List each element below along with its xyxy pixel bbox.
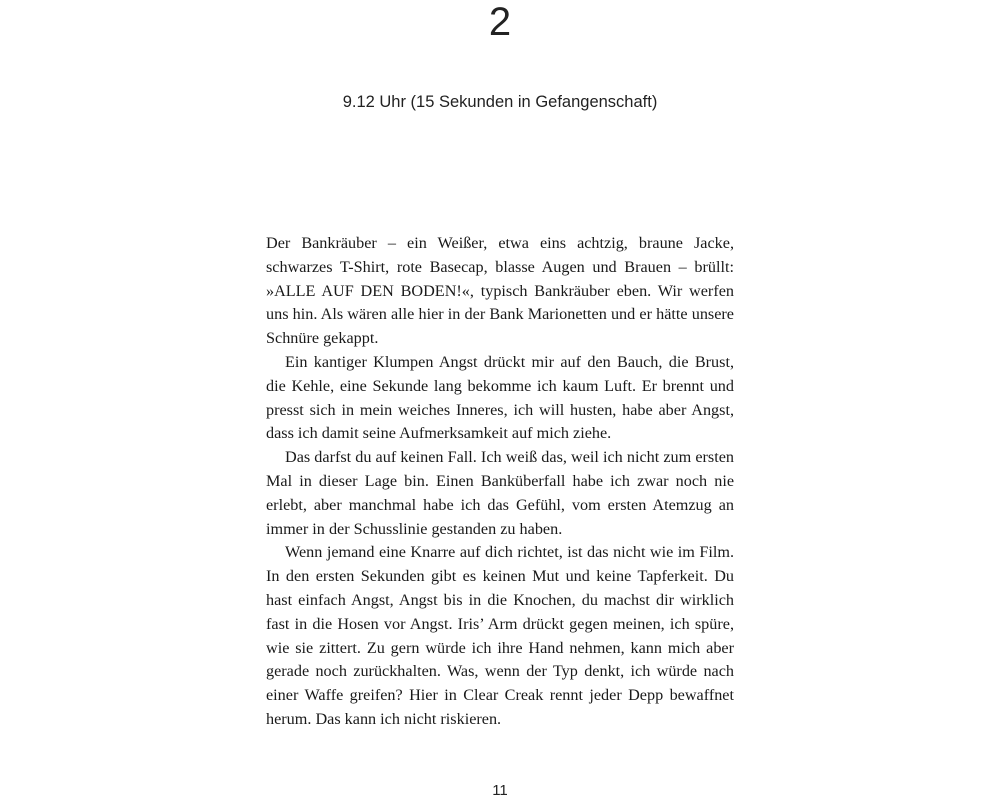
chapter-subtitle: 9.12 Uhr (15 Sekunden in Gefangenschaft) [342, 93, 658, 111]
page-number: 11 [492, 782, 508, 799]
body-text [266, 232, 734, 732]
paragraph-2: Ein kantiger Klumpen Angst drückt mir auf den Bauch, die Brust, die Kehle, eine Sekunde lang bekomme ich kaum Luft. Er brennt und presst sich in mein weiches Inneres, ich will husten, habe aber Angst, dass ich damit seine Aufmerksamkeit auf mich ziehe. [266, 352, 734, 443]
paragraph-4: Wenn jemand eine Knarre auf dich richtet, ist das nicht wie im Film. In den ersten Sekunden gibt es keinen Mut und keine Tapferkeit. Du hast einfach Angst, Angst bis in die Knochen, du machst dir wirklich fast in die Hosen vor Angst. Iris’ Arm drückt gegen meinen, ich spüre, wie sie zittert. Zu gern würde ich ihre Hand nehmen, kann mich aber gerade noch zurückhalten. Was, wenn der Typ denkt, ich würde nach einer Waffe greifen? Hier in Clear Creak rennt jeder Depp bewaffnet herum. Das kann ich nicht riskieren. [266, 543, 734, 728]
chapter-number: 2 [488, 0, 512, 44]
paragraph-1: Der Bankräuber – ein Weißer, etwa eins achtzig, braune Jacke, schwarzes T-Shirt, rote Basecap, blasse Augen und Brauen – brüllt: »ALLE AUF DEN BODEN!«, typisch Bankräuber eben. Wir werfen uns hin. Als wären alle hier in der Bank Marionetten und er hätte unsere Schnüre gekappt. [266, 234, 734, 348]
paragraph-3: Das darfst du auf keinen Fall. Ich weiß das, weil ich nicht zum ersten Mal in dieser Lage bin. Einen Banküberfall habe ich zwar noch nie erlebt, aber manchmal habe ich das Gefühl, vom ersten Atemzug an immer in der Schusslinie gestanden zu haben. [266, 448, 734, 538]
